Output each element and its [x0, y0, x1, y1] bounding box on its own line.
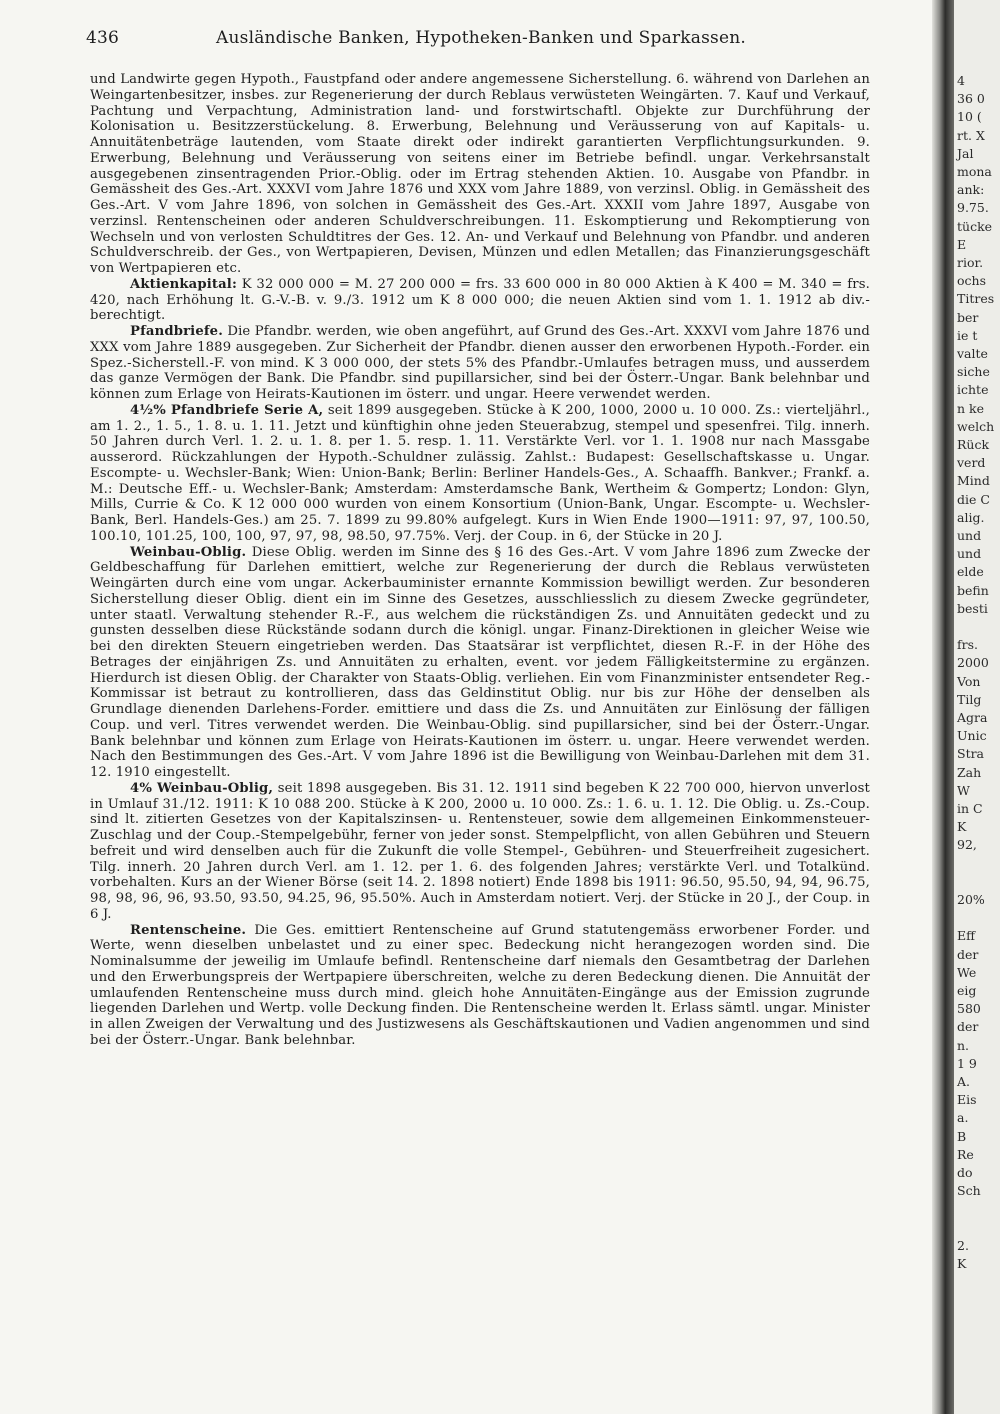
adjacent-page-fragment: ber — [957, 309, 979, 325]
adjacent-page-fragment: tücke — [957, 218, 993, 234]
page-header — [86, 28, 876, 52]
adjacent-page-fragment: 92, — [957, 837, 977, 853]
adjacent-page-fragment: Von — [957, 673, 981, 689]
adjacent-page-fragment: n ke — [957, 400, 984, 416]
adjacent-page-fragment: We — [957, 964, 977, 980]
adjacent-page-fragment: Eff — [957, 928, 976, 944]
adjacent-page-fragment: 4 — [957, 73, 965, 88]
adjacent-page-fragment: Eis — [957, 1092, 977, 1108]
adjacent-page-fragment: valte — [957, 346, 988, 361]
adjacent-page-fragment: ochs — [957, 273, 986, 289]
adjacent-page-fragment: 2. — [957, 1237, 969, 1253]
adjacent-page-fragment: in C — [957, 801, 983, 816]
adjacent-page-fragment: ie t — [957, 327, 978, 343]
adjacent-page-fragment: K — [957, 1256, 967, 1271]
adjacent-page-fragment: 20% — [957, 892, 985, 907]
adjacent-page-fragment: Rück — [957, 437, 990, 452]
intro-paragraph: und Landwirte gegen Hypoth., Faustpfand oder andere angemessene Sicherstellung. 6. während von Darlehen an Weingartenbesitzer, insbes. zur Regenerierung der durch Reblaus verwüsteten Weingärten. 7. Kauf und Verkauf, Pachtung und Verpachtung, Administration land- und forstwirtschaftl. Objekte zur Durchführung der Kolonisation u. Besitzzerstückelung. 8. Erwerbung, Belehnung und Veräusserung von auf Kapitals- u. Annuitätenbeträge lautenden, vom Staate direkt oder indirekt garantierten Verpflichtungsurkunden. 9. Erwerbung, Belehnung und Veräusserung von seitens einer im Betriebe befindl. ungar. Verkehrsanstalt ausgegebenen zinsentragenden Prior.-Oblig. oder im Ertrag stehenden Aktien. 10. Ausgabe von Pfandbr. in Gemässheit des Ges.-Art. XXXVI vom Jahre 1876 und XXX vom Jahre 1889, von verzinsl. Oblig. in Gemässheit des Ges.-Art. V vom Jahre 1896, von solchen in Gemässheit des Ges.-Art. XXXII vom Jahre 1897, Ausgabe von verzinsl. Rentenscheinen oder anderen Schuldverschreibungen. 11. Eskomptierung und Rekomptierung von Wechseln und von verlosten Schuldtitres der Ges. 12. An- und Verkauf und Belehnung von Pfandbr. und anderen Schuldverschreib. der Ges., von Wertpapieren, Devisen, Münzen und edlen Metallen; das Finanzierungsgeschäft von Wertpapieren etc. — [90, 72, 870, 276]
adjacent-page-fragment: 2000 — [957, 655, 989, 671]
section-text: seit 1898 ausgegeben. Bis 31. 12. 1911 sind begeben K 22 700 000, hiervon unverlost in Umlauf 31./12. 1911: K 10 088 200. Stücke à K 200, 2000 u. 10 000. Zs.: 1. 6. u. 1. 12. Die Oblig. u. Zs.-Coup. sind lt. zitierten Gesetzes von der Kapitalszinsen- u. Rentensteuer, sowie dem allgemeinen Einkommensteuer-Zuschlag und der Coup.-Stempelgebühr, ferner von jeder sonst. Stempelpflicht, von allen Gebühren und Steuern befreit und wird denselben auch für die Zukunft die volle Stempel-, Gebühren- und Steuerfreiheit zugesichert. Tilg. innerh. 20 Jahren durch Verl. am 1. 12. per 1. 6. des folgenden Jahres; verstärkte Verl. und Totalkünd. vorbehalten. Kurs an der Wiener Börse (seit 14. 2. 1898 notiert) Ende 1898 bis 1911: 96.50, 95.50, 94, 94, 96.75, 98, 98, 96, 96, 93.50, 93.50, 94.25, 96, 95.50%. Auch in Amsterdam notiert. Verj. der Stücke in 20 J., der Coup. in 6 J. — [90, 780, 871, 922]
adjacent-page-fragment: K — [957, 819, 967, 835]
adjacent-page-fragment: besti — [957, 600, 988, 616]
adjacent-page-fragment: A. — [957, 1074, 971, 1089]
adjacent-page-fragment: ank: — [957, 182, 985, 198]
section-text: Diese Oblig. werden im Sinne des § 16 des Ges.-Art. V vom Jahre 1896 zum Zwecke der Geldbeschaffung für Darlehen emittiert, welche zur Regenerierung der durch die Reblaus verwüsteten Weingärten durch eine vom ungar. Ackerbauminister ernannte Kommission bewilligt werden. Zur besonderen Sicherstellung dieser Oblig. dient ein im Sinne des Gesetzes, ausschliesslich zu diesem Zwecke gegründeter, unter staatl. Verwaltung stehender R.-F., aus welchem die rückständigen Zs. und Annuitäten gedeckt und zu gunsten desselben diese Rückstände sodann durch die königl. ungar. Finanz-Direktionen in gleicher Weise wie bei den direkten Steuern eingetrieben werden. Das Staatsärar ist verpflichtet, diesen R.-F. in der Höhe des Betrages der einjährigen Zs. und Annuitäten zu erhalten, event. vor jedem Fälligkeitstermine zu ergänzen. Hierdurch ist diesen Oblig. der Charakter von Staats-Oblig. verliehen. Ein vom Finanzminister entsendeter Reg.-Kommissar ist betraut zu kontrollieren, dass das Geldinstitut Oblig. nur bis zur Höhe der denselben als Grundlage dienenden Darlehens-Forder. emittiere und dass die Zs. und Annuitäten zur Einlösung der fälligen Coup. und verl. Titres verwendet werden. Die Weinbau-Oblig. sind pupillarsicher, sind bei der Österr.-Ungar. Bank belehnbar und können zum Erlage von Heirats-Kautionen im österr. u. ungar. Heere verwendet werden. Nach den Bestimmungen des Ges.-Art. V vom Jahre 1896 ist die Bewilligung von Weinbau-Darlehen mit dem 31. 12. 1910 eingestellt. — [90, 544, 870, 780]
adjacent-page-fragment: der — [957, 946, 979, 962]
section-heading: 4% Weinbau-Oblig, — [130, 780, 274, 796]
adjacent-page-fragment: ichte — [957, 382, 989, 398]
section-weinbau-oblig — [90, 545, 870, 781]
adjacent-page-fragment: E — [957, 236, 967, 252]
adjacent-page-fragment: Stra — [957, 746, 985, 762]
adjacent-page-fragment: eig — [957, 983, 977, 998]
adjacent-page-fragment: rior. — [957, 255, 984, 270]
adjacent-page-fragment: alig. — [957, 509, 985, 525]
running-title: Ausländische Banken, Hypotheken-Banken und Sparkassen. — [216, 28, 746, 48]
adjacent-page-fragment: rt. X — [957, 127, 985, 143]
section-aktienkapital — [90, 277, 870, 324]
adjacent-page-fragment: der — [957, 1019, 979, 1035]
adjacent-page-fragment: a. — [957, 1110, 969, 1126]
page-number: 436 — [86, 28, 120, 48]
adjacent-page-fragment: mona — [957, 164, 992, 179]
adjacent-page-edge — [954, 0, 1000, 1414]
section-heading: 4½% Pfandbriefe Serie A, — [130, 402, 324, 418]
adjacent-page-fragment: siche — [957, 364, 990, 380]
adjacent-page-fragment: Jal — [957, 145, 974, 161]
adjacent-page-fragment: 36 0 — [957, 91, 985, 107]
adjacent-page-fragment: frs. — [957, 637, 978, 653]
adjacent-page-fragment: 1 9 — [957, 1055, 977, 1071]
adjacent-page-fragment: und — [957, 528, 982, 543]
adjacent-page-fragment: do — [957, 1165, 973, 1180]
adjacent-page-fragment: Sch — [957, 1183, 981, 1199]
adjacent-page-fragment: Unic — [957, 728, 987, 744]
adjacent-page-fragment: befin — [957, 582, 989, 598]
section-text: seit 1899 ausgegeben. Stücke à K 200, 1000, 2000 u. 10 000. Zs.: vierteljährl., am 1. 2., 1. 5., 1. 8. u. 1. 11. Jetzt und künftighin ohne jeden Steuerabzug, stempel und spesenfrei. Tilg. innerh. 50 Jahren durch Verl. 1. 2. u. 1. 8. per 1. 5. resp. 1. 11. Verstärkte Verl. vor 1. 1. 1908 nur nach Massgabe ausserord. Rückzahlungen der Hypoth.-Schuldner zulässig. Zahlst.: Budapest: Gesellschaftskasse u. Ungar. Escompte- u. Wechsler-Bank; Wien: Union-Bank; Berlin: Berliner Handels-Ges., A. Schaaffh. Bankver.; Frankf. a. M.: Deutsche Eff.- u. Wechsler-Bank; Amsterdam: Amsterdamsche Bank, Wertheim & Gompertz; London: Glyn, Mills, Currie & Co. K 12 000 000 wurden von einem Konsortium (Union-Bank, Ungar. Escompte- u. Wechsler-Bank, Berl. Handels-Ges.) am 25. 7. 1899 zu 99.80% aufgelegt. Kurs in Wien Ende 1900—1911: 97, 97, 100.50, 100.10, 101.25, 100, 100, 97, 97, 98, 98.50, 97.75%. Verj. der Coup. in 6, der Stücke in 20 J. — [90, 402, 870, 544]
adjacent-page-fragment: verd — [957, 455, 986, 471]
section-heading: Rentenscheine. — [130, 922, 247, 938]
section-heading: Pfandbriefe. — [130, 324, 223, 339]
adjacent-page-fragment: Re — [957, 1146, 974, 1162]
section-rentenscheine — [90, 923, 870, 1049]
adjacent-page-fragment: W — [957, 782, 970, 798]
adjacent-page-fragment: welch — [957, 418, 995, 434]
adjacent-page-fragment: elde — [957, 564, 984, 580]
adjacent-page-fragment: 10 ( — [957, 109, 982, 125]
section-text: Die Ges. emittiert Rentenscheine auf Grund statutengemäss erworbener Forder. und Werte, wenn dieselben unbelastet und zu einer spec. Bedeckung nicht herangezogen worden sind. Die Nominalsumme der jeweilig im Umlaufe befindl. Rentenscheine darf niemals den Gesamtbetrag der Darlehen und den Erwerbungspreis der Wertpapiere überschreiten, welche zu deren Bedeckung dienen. Die Annuität der umlaufenden Rentenscheine muss durch mind. gleich hohe Annuitäten-Eingänge aus der Emission zugrunde liegenden Darlehen und Wertp. volle Deckung finden. Die Rentenscheine werden lt. Erlass sämtl. ungar. Minister in allen Zweigen der Verwaltung und des Justizwesens als Geschäftskautionen und Vadien angenommen und sind bei der Österr.-Ungar. Bank belehnbar. — [90, 922, 870, 1048]
adjacent-page-fragment: Agra — [957, 710, 988, 725]
book-gutter — [932, 0, 954, 1414]
section-pfandbriefe — [90, 324, 870, 403]
adjacent-page-fragment: 580 — [957, 1001, 981, 1017]
section-text: Die Pfandbr. werden, wie oben angeführt, auf Grund des Ges.-Art. XXXVI vom Jahre 1876 und XXX vom Jahre 1889 ausgegeben. Zur Sicherheit der Pfandbr. dienen ausser den erworbenen Hypoth.-Forder. ein Spez.-Sicherstell.-F. von mind. K 3 000 000, der stets 5% des Pfandbr.-Umlaufes betragen muss, und ausserdem das ganze Vermögen der Bank. Die Pfandbr. sind pupillarsicher, sind bei der Österr.-Ungar. Bank belehnbar und können zum Erlage von Heirats-Kautionen im österr. und ungar. Heere verwendet werden. — [90, 324, 870, 402]
adjacent-page-fragment: 9.75. — [957, 200, 989, 216]
adjacent-page-fragment: die C — [957, 491, 990, 507]
section-heading: Weinbau-Oblig. — [130, 544, 247, 560]
adjacent-page-fragment: n. — [957, 1037, 970, 1053]
section-weinbau-oblig-4 — [90, 781, 870, 923]
adjacent-page-fragment: B — [957, 1128, 967, 1144]
section-text: K 32 000 000 = M. 27 200 000 = frs. 33 600 000 in 80 000 Aktien à K 400 = M. 340 = frs. 420, nach Erhöhung lt. G.-V.-B. v. 9./3. 1912 um K 8 000 000; die neuen Aktien sind vom 1. 1. 1912 ab div.-berechtigt. — [90, 276, 870, 324]
page-body — [90, 72, 870, 1049]
adjacent-page-fragment: Titres — [957, 291, 995, 307]
adjacent-page-fragment: Tilg — [957, 691, 982, 707]
adjacent-page-fragment: Mind — [957, 473, 990, 489]
adjacent-page-fragment: und — [957, 546, 982, 562]
section-heading: Aktienkapital: — [130, 276, 237, 292]
adjacent-page-fragment: Zah — [957, 764, 982, 780]
section-pfandbriefe-serie-a — [90, 403, 870, 545]
